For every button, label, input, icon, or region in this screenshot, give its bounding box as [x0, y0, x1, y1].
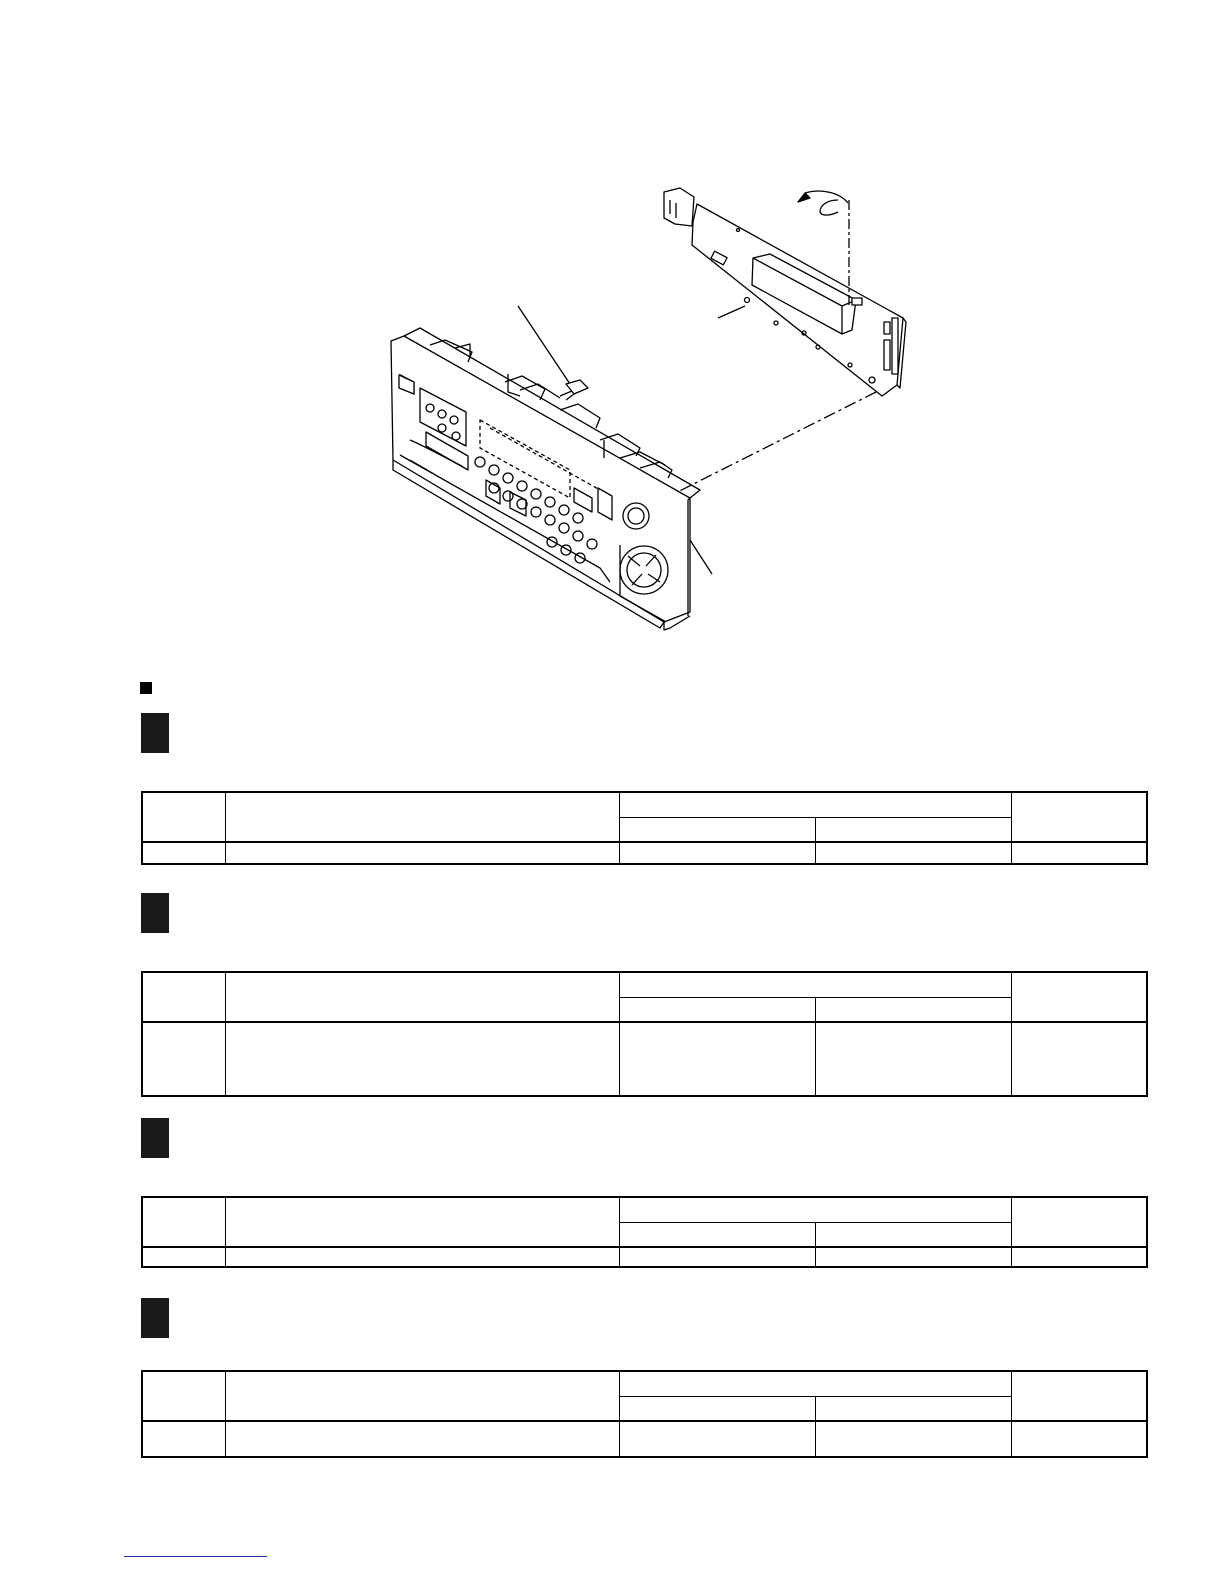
circuit-board — [664, 188, 906, 396]
step-marker-1 — [141, 713, 169, 753]
table-header-row — [142, 792, 1147, 817]
exploded-view-diagram — [0, 0, 1224, 660]
connector-wire — [518, 306, 588, 400]
table-header-row — [142, 1371, 1147, 1396]
front-panel-assembly — [391, 328, 712, 630]
spec-table-1 — [141, 791, 1148, 865]
spec-table-4 — [141, 1370, 1148, 1458]
table-row — [142, 1421, 1147, 1457]
spec-table-3 — [141, 1196, 1148, 1268]
table-row — [142, 842, 1147, 864]
header-subcell — [619, 817, 815, 842]
table-row — [142, 1247, 1147, 1267]
table-header-row — [142, 972, 1147, 997]
header-cell — [225, 792, 619, 842]
footer-link-underline[interactable] — [124, 1556, 267, 1557]
section-bullet-icon — [140, 682, 152, 694]
header-subcell — [815, 817, 1011, 842]
table-row — [142, 1022, 1147, 1096]
spec-table-2 — [141, 971, 1148, 1097]
step-marker-2 — [141, 893, 169, 933]
header-cell — [1011, 792, 1147, 842]
header-cell — [619, 792, 1011, 817]
header-cell — [142, 792, 225, 842]
table-header-row — [142, 1197, 1147, 1222]
step-marker-4 — [141, 1298, 169, 1338]
step-marker-3 — [141, 1118, 169, 1158]
